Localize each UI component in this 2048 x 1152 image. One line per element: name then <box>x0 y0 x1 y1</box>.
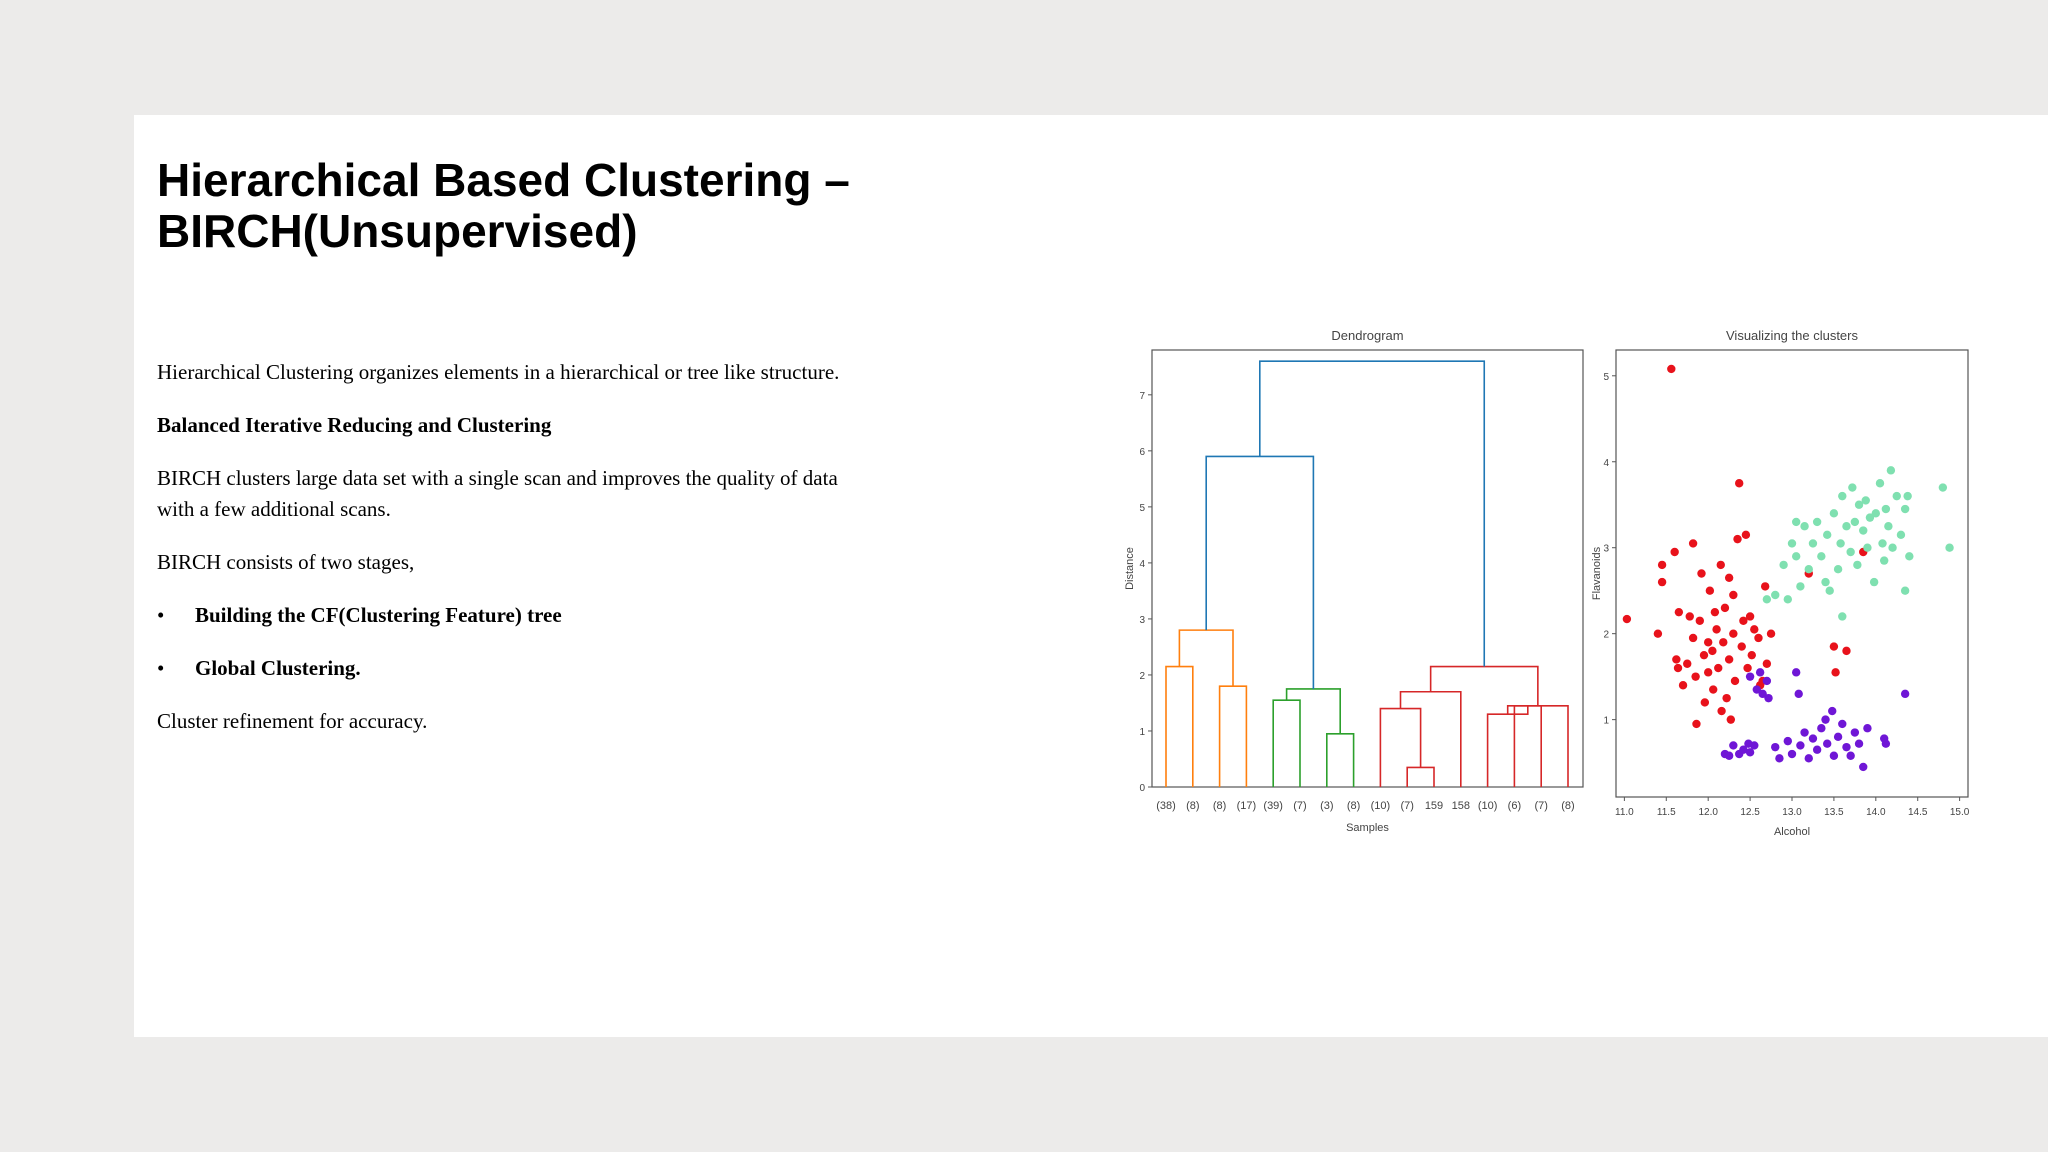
scatter-point <box>1623 615 1631 623</box>
scatter-point <box>1878 539 1886 547</box>
scatter-point <box>1709 685 1717 693</box>
scatter-point <box>1658 561 1666 569</box>
scatter-point <box>1817 552 1825 560</box>
bullet-text: Building the CF(Clustering Feature) tree <box>195 603 562 627</box>
scatter-point <box>1842 743 1850 751</box>
scatter-point <box>1727 715 1735 723</box>
scatter-point <box>1667 365 1675 373</box>
scatter-point <box>1882 740 1890 748</box>
dendrogram-leaf-label: (8) <box>1346 800 1361 812</box>
scatter-point <box>1750 741 1758 749</box>
scatter-point <box>1809 539 1817 547</box>
dendrogram-link <box>1380 709 1420 787</box>
scatter-point <box>1711 608 1719 616</box>
dendrogram-leaf-label: (7) <box>1400 800 1414 812</box>
scatter-point <box>1830 509 1838 517</box>
dendrogram-leaf-label: (6) <box>1507 800 1522 812</box>
scatter-ytick-label: 4 <box>1603 457 1609 469</box>
scatter-point <box>1729 741 1737 749</box>
dendrogram-leaf-label: 158 <box>1451 800 1470 812</box>
dendrogram-leaf-label: (17) <box>1236 800 1257 812</box>
dendrogram-ytick-label: 4 <box>1139 558 1145 570</box>
scatter-point <box>1905 552 1913 560</box>
scatter-point <box>1834 733 1842 741</box>
scatter-point <box>1735 479 1743 487</box>
scatter-point <box>1838 612 1846 620</box>
scatter-point <box>1658 578 1666 586</box>
scatter-point <box>1855 740 1863 748</box>
dendrogram-ytick-label: 7 <box>1139 390 1145 402</box>
dendrogram-ylabel: Distance <box>1124 547 1136 590</box>
scatter-point <box>1853 561 1861 569</box>
scatter-point <box>1796 741 1804 749</box>
slide-body <box>157 357 937 759</box>
clustering-figure <box>1110 315 1990 855</box>
scatter-point <box>1738 642 1746 650</box>
scatter-point <box>1796 582 1804 590</box>
scatter-point <box>1813 518 1821 526</box>
slide-title <box>157 155 1057 257</box>
scatter-ylabel: Flavanoids <box>1591 546 1603 601</box>
scatter-point <box>1717 707 1725 715</box>
scatter-point <box>1746 672 1754 680</box>
scatter-point <box>1725 574 1733 582</box>
scatter-point <box>1683 660 1691 668</box>
scatter-point <box>1733 535 1741 543</box>
scatter-point <box>1872 509 1880 517</box>
scatter-point <box>1729 591 1737 599</box>
bullet-item <box>157 600 937 631</box>
dendrogram-leaf-label: (38) <box>1156 800 1176 812</box>
scatter-point <box>1721 604 1729 612</box>
dendrogram-link <box>1431 667 1538 706</box>
scatter-point <box>1831 668 1839 676</box>
dendrogram-xlabel: Samples <box>1346 822 1389 834</box>
scatter-point <box>1679 681 1687 689</box>
scatter-point <box>1704 668 1712 676</box>
scatter-point <box>1672 655 1680 663</box>
scatter-point <box>1675 608 1683 616</box>
scatter-point <box>1821 715 1829 723</box>
scatter-chart <box>1591 328 1970 838</box>
scatter-point <box>1692 720 1700 728</box>
dendrogram-link <box>1179 630 1233 686</box>
dendrogram-link <box>1260 361 1484 666</box>
scatter-point <box>1697 569 1705 577</box>
bullet-text: Global Clustering. <box>195 656 361 680</box>
dendrogram-link <box>1273 700 1300 787</box>
dendrogram-ytick-label: 2 <box>1139 670 1145 682</box>
dendrogram-leaf-label: (3) <box>1320 800 1334 812</box>
scatter-point <box>1882 505 1890 513</box>
scatter-point <box>1813 746 1821 754</box>
scatter-point <box>1876 479 1884 487</box>
scatter-ytick-label: 5 <box>1603 371 1609 383</box>
scatter-xtick-label: 13.5 <box>1824 807 1844 818</box>
scatter-point <box>1708 647 1716 655</box>
scatter-point <box>1888 544 1896 552</box>
scatter-point <box>1826 586 1834 594</box>
scatter-point <box>1767 629 1775 637</box>
dendrogram-link <box>1514 706 1541 787</box>
scatter-point <box>1701 698 1709 706</box>
scatter-point <box>1823 531 1831 539</box>
scatter-point <box>1897 531 1905 539</box>
scatter-point <box>1836 539 1844 547</box>
dendrogram-ytick-label: 1 <box>1139 726 1145 738</box>
scatter-point <box>1771 743 1779 751</box>
scatter-point <box>1725 752 1733 760</box>
scatter-point <box>1863 724 1871 732</box>
scatter-point <box>1784 737 1792 745</box>
paragraph-birch-line-1: BIRCH clusters large data set with a single scan and improves the quality of data <box>157 466 838 490</box>
scatter-point <box>1848 483 1856 491</box>
dendrogram-link <box>1401 692 1461 787</box>
scatter-point <box>1901 505 1909 513</box>
scatter-point <box>1838 492 1846 500</box>
scatter-point <box>1842 647 1850 655</box>
scatter-point <box>1800 728 1808 736</box>
dendrogram-leaf-label: (8) <box>1561 800 1575 812</box>
scatter-point <box>1792 518 1800 526</box>
scatter-xtick-label: 11.5 <box>1656 807 1676 818</box>
bullet-mark: • <box>157 656 165 680</box>
dendrogram-ytick-label: 0 <box>1139 783 1145 794</box>
scatter-point <box>1821 578 1829 586</box>
scatter-point <box>1712 625 1720 633</box>
dendrogram-chart <box>1124 328 1583 834</box>
figure-svg <box>1110 315 1990 855</box>
scatter-title: Visualizing the clusters <box>1726 328 1858 343</box>
scatter-point <box>1830 752 1838 760</box>
scatter-point <box>1893 492 1901 500</box>
scatter-point <box>1674 664 1682 672</box>
scatter-point <box>1830 642 1838 650</box>
scatter-point <box>1805 565 1813 573</box>
dendrogram-leaf-label: (8) <box>1186 800 1200 812</box>
scatter-xtick-label: 14.5 <box>1907 807 1928 818</box>
dendrogram-link <box>1287 689 1341 734</box>
dendrogram-title: Dendrogram <box>1331 328 1404 343</box>
scatter-point <box>1939 483 1947 491</box>
scatter-point <box>1750 625 1758 633</box>
scatter-point <box>1670 548 1678 556</box>
scatter-point <box>1792 552 1800 560</box>
scatter-point <box>1862 496 1870 504</box>
dendrogram-leaf-label: (10) <box>1370 800 1391 812</box>
scatter-point <box>1761 582 1769 590</box>
scatter-point <box>1775 754 1783 762</box>
dendrogram-link <box>1488 706 1528 787</box>
scatter-point <box>1846 548 1854 556</box>
dendrogram-leaf-label: (39) <box>1263 800 1283 812</box>
scatter-point <box>1834 565 1842 573</box>
scatter-point <box>1805 754 1813 762</box>
scatter-point <box>1689 634 1697 642</box>
scatter-point <box>1722 694 1730 702</box>
scatter-point <box>1870 578 1878 586</box>
scatter-point <box>1754 634 1762 642</box>
scatter-point <box>1714 664 1722 672</box>
scatter-ytick-label: 1 <box>1603 715 1609 727</box>
scatter-xtick-label: 14.0 <box>1866 807 1886 818</box>
scatter-point <box>1851 728 1859 736</box>
dendrogram-leaf-label: (7) <box>1534 800 1548 812</box>
scatter-point <box>1901 690 1909 698</box>
scatter-point <box>1859 763 1867 771</box>
scatter-xtick-label: 13.0 <box>1782 807 1802 818</box>
scatter-point <box>1763 677 1771 685</box>
bullet-item <box>157 653 937 684</box>
scatter-point <box>1742 531 1750 539</box>
scatter-xtick-label: 12.5 <box>1740 807 1760 818</box>
scatter-point <box>1842 522 1850 530</box>
dendrogram-ytick-label: 5 <box>1139 502 1145 514</box>
dendrogram-ytick-label: 6 <box>1139 446 1145 458</box>
dendrogram-frame <box>1152 350 1583 787</box>
scatter-xtick-label: 12.0 <box>1698 807 1718 818</box>
scatter-point <box>1717 561 1725 569</box>
scatter-point <box>1846 752 1854 760</box>
scatter-point <box>1784 595 1792 603</box>
scatter-point <box>1706 586 1714 594</box>
scatter-point <box>1792 668 1800 676</box>
scatter-point <box>1700 651 1708 659</box>
scatter-point <box>1729 629 1737 637</box>
dendrogram-link <box>1407 767 1434 787</box>
scatter-point <box>1719 638 1727 646</box>
scatter-point <box>1788 539 1796 547</box>
scatter-xtick-label: 15.0 <box>1949 807 1970 818</box>
scatter-point <box>1771 591 1779 599</box>
dendrogram-leaf-label: (7) <box>1293 800 1307 812</box>
dendrogram-link <box>1508 706 1568 787</box>
scatter-point <box>1901 586 1909 594</box>
scatter-point <box>1686 612 1694 620</box>
dendrogram-link <box>1166 667 1193 787</box>
scatter-point <box>1851 518 1859 526</box>
dendrogram-leaf-label: 159 <box>1424 800 1444 812</box>
dendrogram-link <box>1206 456 1313 689</box>
scatter-point <box>1731 677 1739 685</box>
scatter-ytick-label: 2 <box>1603 629 1609 641</box>
dendrogram-ytick-label: 3 <box>1139 614 1145 626</box>
scatter-point <box>1763 660 1771 668</box>
scatter-point <box>1887 466 1895 474</box>
title-line-2: BIRCH(Unsupervised) <box>157 205 638 257</box>
scatter-point <box>1809 734 1817 742</box>
scatter-point <box>1743 664 1751 672</box>
scatter-point <box>1884 522 1892 530</box>
scatter-point <box>1823 740 1831 748</box>
scatter-point <box>1945 544 1953 552</box>
scatter-point <box>1746 612 1754 620</box>
paragraph-intro: Hierarchical Clustering organizes elements in a hierarchical or tree like structure. <box>157 360 840 384</box>
bullet-mark: • <box>157 603 165 627</box>
scatter-point <box>1779 561 1787 569</box>
paragraph-birch-line-2: with a few additional scans. <box>157 497 391 521</box>
scatter-point <box>1689 539 1697 547</box>
scatter-frame <box>1616 350 1968 797</box>
scatter-point <box>1763 595 1771 603</box>
scatter-point <box>1880 556 1888 564</box>
scatter-point <box>1696 617 1704 625</box>
scatter-point <box>1756 668 1764 676</box>
paragraph-birch-name: Balanced Iterative Reducing and Clustering <box>157 413 552 437</box>
scatter-point <box>1691 672 1699 680</box>
paragraph-stages: BIRCH consists of two stages, <box>157 550 415 574</box>
scatter-point <box>1903 492 1911 500</box>
scatter-point <box>1725 655 1733 663</box>
dendrogram-link <box>1327 734 1354 787</box>
scatter-point <box>1704 638 1712 646</box>
scatter-xtick-label: 11.0 <box>1615 807 1634 818</box>
scatter-point <box>1748 651 1756 659</box>
dendrogram-leaf-label: (8) <box>1212 800 1227 812</box>
scatter-point <box>1764 694 1772 702</box>
scatter-point <box>1828 707 1836 715</box>
dendrogram-link <box>1220 686 1247 787</box>
paragraph-birch-description <box>157 463 937 525</box>
scatter-point <box>1800 522 1808 530</box>
paragraph-refinement: Cluster refinement for accuracy. <box>157 709 428 733</box>
title-line-1: Hierarchical Based Clustering – <box>157 154 850 206</box>
scatter-point <box>1788 750 1796 758</box>
scatter-point <box>1654 629 1662 637</box>
scatter-ytick-label: 3 <box>1603 543 1609 555</box>
dendrogram-leaf-label: (10) <box>1477 800 1498 812</box>
scatter-point <box>1838 720 1846 728</box>
scatter-point <box>1863 544 1871 552</box>
scatter-xlabel: Alcohol <box>1773 826 1811 838</box>
scatter-point <box>1859 526 1867 534</box>
scatter-point <box>1795 690 1803 698</box>
scatter-point <box>1817 724 1825 732</box>
